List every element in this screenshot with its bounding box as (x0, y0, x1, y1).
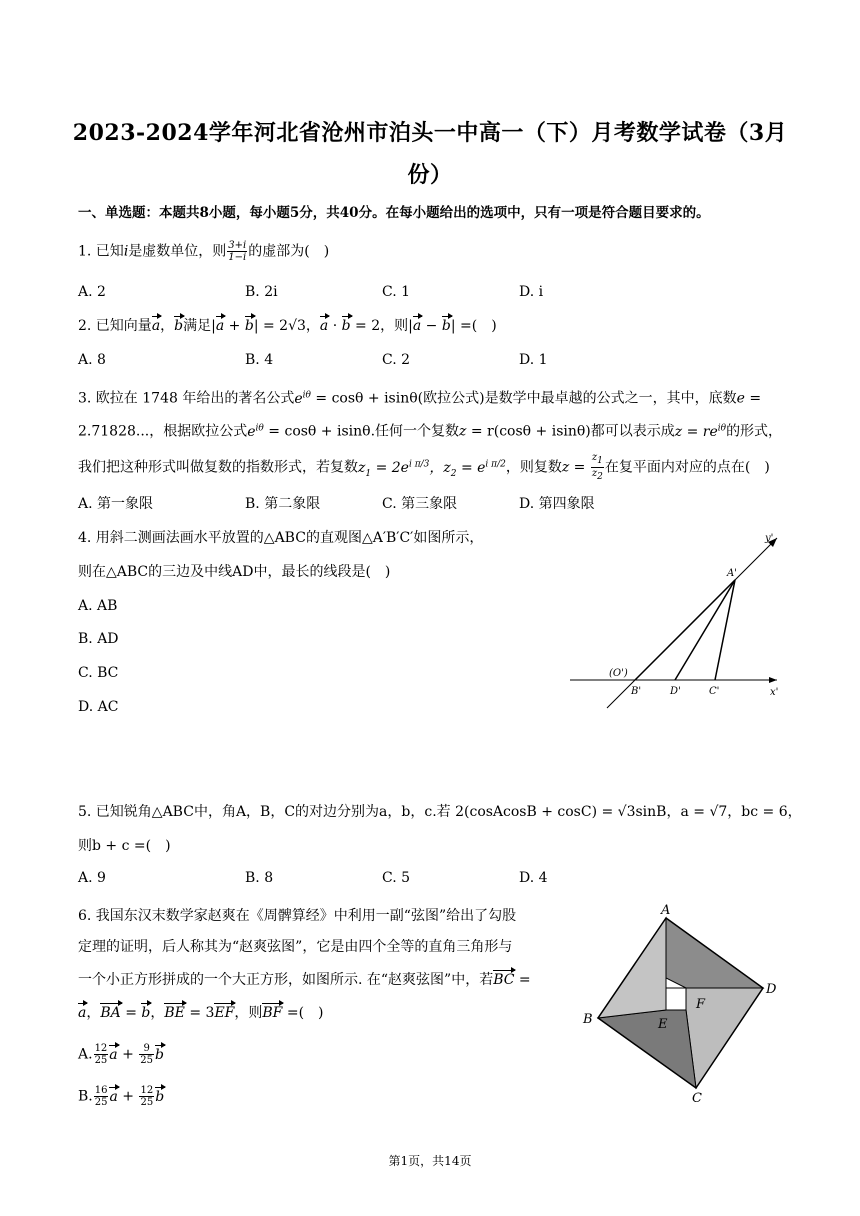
q6-option-b: B. $\frac{16}{25}$ a + $\frac{12}{25}$ b (78, 1085, 165, 1108)
label-c: C' (709, 686, 720, 697)
label-b: B (583, 1012, 593, 1027)
q6-option-a: A. $\frac{12}{25}$ a + $\frac{9}{25}$ b (78, 1043, 164, 1066)
oblique-projection-figure (565, 528, 785, 713)
q1-option-a: A. 2 (78, 284, 106, 300)
q3-option-a: A. 第一象限 (78, 496, 154, 512)
paper-title-line1: 2023-2024学年河北省沧州市泊头一中高一（下）月考数学试卷（3月 (72, 120, 788, 146)
zhao-shuang-diagram (578, 900, 790, 1105)
q3-option-c: C. 第三象限 (382, 496, 458, 512)
label-e: E (658, 1017, 668, 1032)
label-d: D' (670, 686, 681, 697)
q5-option-c: C. 5 (382, 870, 411, 886)
segment-c-a (715, 580, 735, 680)
label-d: D (766, 982, 777, 997)
triangle-bottom-left (598, 1010, 696, 1088)
q5-option-b: B. 8 (245, 870, 274, 886)
q4-option-c: C. BC (78, 665, 119, 681)
question-4-line2: 则在△ABC的三边及中线AD中，最长的线段是( ) (78, 564, 391, 580)
q2-option-a: A. 8 (78, 352, 106, 368)
question-3-line2: 2.71828...，根据欧拉公式$e^{i\theta} = \cos\theta + isin\theta$.任何一个复数z = r(cosθ + isinθ)都可以表示成$z = re^{i\theta}$的形式， (78, 423, 783, 440)
label-a: A' (727, 568, 737, 579)
label-a: A (661, 903, 671, 918)
q5-option-d: D. 4 (519, 870, 548, 886)
label-b: B' (631, 686, 642, 697)
inner-square (666, 988, 686, 1010)
label-f: F (696, 997, 706, 1012)
question-1: 1. 已知i是虚数单位，则 $\frac{3+i}{1-i}$ 的虚部为( ) (78, 240, 330, 263)
question-5-line1: 5. 已知锐角△ABC中，角A，B，C的对边分别为a，b，c.若 2(cosAcosB + cosC) = √3sinB，a = √7，bc = 6， (78, 804, 802, 820)
label-o: (O') (609, 668, 628, 679)
q1-option-c: C. 1 (382, 284, 411, 300)
question-6-line3: 一个小正方形拼成的一个大正方形，如图所示. 在“赵爽弦图”中，若BC = (78, 972, 531, 988)
question-3-line3: 我们把这种形式叫做复数的指数形式，若复数$z_1 = 2e^{i \pi/3}$，$z_2 = e^{i \pi/2}$，则复数z = $\frac{z_1}{z_2}$ 在复平面内对应的点在( ) (78, 452, 770, 482)
q2-option-d: D. 1 (519, 352, 548, 368)
question-2: 2. 已知向量a，b满足|a + b| = 2√3，a · b = 2，则|a − b| =( ) (78, 318, 497, 334)
question-6-line4: a，BA = b，BE = 3EF，则BF =( ) (78, 1005, 324, 1021)
q2-option-b: B. 4 (245, 352, 274, 368)
question-5-line2: 则b + c =( ) (78, 838, 171, 854)
q3-option-d: D. 第四象限 (519, 496, 595, 512)
q4-option-a: A. AB (78, 598, 118, 614)
q3-option-b: B. 第二象限 (245, 496, 321, 512)
q2-option-c: C. 2 (382, 352, 411, 368)
label-y: y' (765, 533, 774, 544)
question-6-line2: 定理的证明，后人称其为“赵爽弦图”，它是由四个全等的直角三角形与 (78, 939, 513, 955)
q4-option-d: D. AC (78, 699, 119, 715)
label-c: C (692, 1091, 702, 1105)
segment-b-a (635, 580, 735, 680)
section-heading: 一、单选题：本题共8小题，每小题5分，共40分。在每小题给出的选项中，只有一项是符合题目要求的。 (78, 205, 710, 221)
paper-title-line2: 份） (407, 162, 453, 188)
question-6-line1: 6. 我国东汉末数学家赵爽在《周髀算经》中利用一副“弦图”给出了勾股 (78, 908, 517, 924)
q1-option-b: B. 2i (245, 284, 278, 300)
page-footer: 第1页，共14页 (388, 1154, 472, 1168)
label-x: x' (770, 687, 779, 698)
q4-option-b: B. AD (78, 631, 119, 647)
question-4-line1: 4. 用斜二测画法画水平放置的△ABC的直观图△A′B′C′如图所示， (78, 530, 484, 546)
x-axis-arrow (769, 677, 777, 683)
q1-option-d: D. i (519, 284, 544, 300)
question-3-line1: 3. 欧拉在 1748 年给出的著名公式$e^{i\theta} = \cos\theta + isin\theta$(欧拉公式)是数学中最卓越的公式之一，其中，底数e = (78, 390, 762, 407)
q5-option-a: A. 9 (78, 870, 106, 886)
